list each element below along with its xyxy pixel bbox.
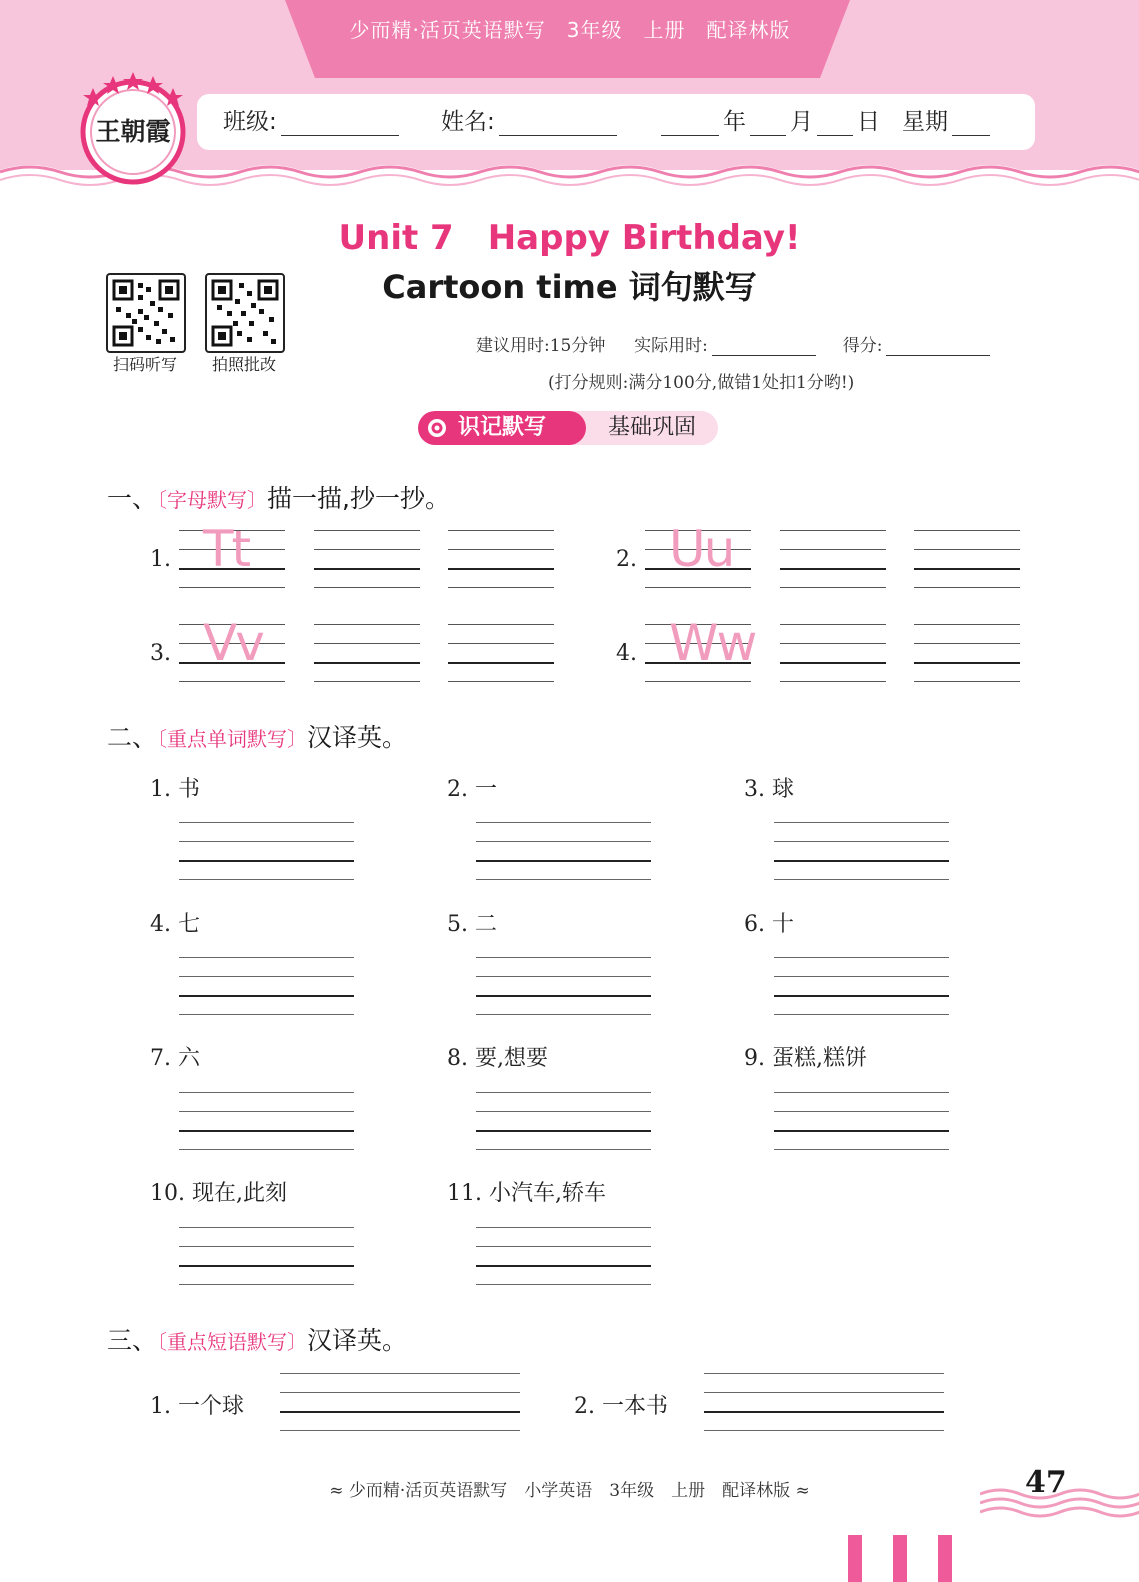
section1-tag: 〔字母默写〕 (157, 488, 268, 512)
word-item-6-prompt: 6. 十 (744, 912, 794, 937)
word-item-1-answer-lines[interactable] (179, 822, 354, 882)
unit-title: Unit 7 Happy Birthday! (338, 218, 801, 258)
badge-left (418, 411, 586, 445)
letter-item-3-trace: Vv (203, 614, 263, 672)
letter-item-1-copy-1[interactable] (314, 530, 420, 588)
footer-series: ≈ 少而精·活页英语默写 小学英语 3年级 上册 配译林版 ≈ (329, 1481, 810, 1501)
phrase-item-2-answer-lines[interactable] (704, 1373, 944, 1433)
edge-tab-2 (893, 1535, 907, 1582)
series-text: 少而精·活页英语默写 3年级 上册 配译林版 (349, 18, 791, 42)
section3-tag: 〔重点短语默写〕 (157, 1330, 308, 1354)
photo-qr-icon[interactable] (205, 273, 285, 353)
series-banner (290, 0, 850, 82)
letter-item-2-trace-lines[interactable] (645, 520, 751, 588)
name-field (441, 94, 621, 150)
section2-heading (107, 718, 407, 754)
date-field (657, 94, 994, 150)
letter-item-3-trace-lines[interactable] (179, 614, 285, 682)
section1-instruction: 描一描,抄一抄。 (267, 484, 450, 513)
medal-icon (427, 418, 447, 438)
edge-tab-3 (938, 1535, 952, 1582)
day-label: 日 (857, 109, 880, 135)
class-blank[interactable] (281, 109, 399, 136)
weekday-blank[interactable] (952, 109, 990, 136)
word-item-2-prompt: 2. 一 (447, 777, 497, 802)
letter-item-4-copy-2[interactable] (914, 624, 1020, 682)
badge-right: 基础巩固 (568, 411, 718, 445)
word-item-5-answer-lines[interactable] (476, 957, 651, 1017)
listen-qr-icon[interactable] (106, 273, 186, 353)
word-item-8-answer-lines[interactable] (476, 1092, 651, 1152)
year-label: 年 (723, 109, 746, 135)
word-item-11-prompt: 11. 小汽车,轿车 (447, 1181, 606, 1206)
day-blank[interactable] (817, 109, 853, 136)
word-item-4-answer-lines[interactable] (179, 957, 354, 1017)
letter-item-2-copy-2[interactable] (914, 530, 1020, 588)
name-blank[interactable] (499, 109, 617, 136)
section1-number: 一、 (107, 484, 158, 513)
section2-tag: 〔重点单词默写〕 (157, 727, 308, 751)
word-item-10-answer-lines[interactable] (179, 1227, 354, 1287)
word-item-4-prompt: 4. 七 (150, 912, 200, 937)
phrase-item-1-answer-lines[interactable] (280, 1373, 520, 1433)
letter-item-2-trace: Uu (669, 520, 734, 578)
name-label: 姓名: (441, 109, 495, 135)
letter-item-4-trace-lines[interactable] (645, 614, 756, 682)
class-label: 班级: (223, 109, 277, 135)
suggested-time: 建议用时:15分钟 (476, 336, 606, 356)
edge-tab-1 (848, 1535, 862, 1582)
phrase-item-2-prompt: 2. 一本书 (574, 1394, 668, 1419)
word-item-6-answer-lines[interactable] (774, 957, 949, 1017)
page-number: 47 (1025, 1465, 1067, 1500)
word-item-7-prompt: 7. 六 (150, 1046, 200, 1071)
letter-item-2-number: 2. (616, 547, 637, 572)
month-label: 月 (790, 109, 813, 135)
section2-instruction: 汉译英。 (307, 723, 408, 752)
letter-item-1-trace: Tt (203, 520, 250, 578)
section3-number: 三、 (107, 1326, 158, 1355)
letter-item-4-copy-1[interactable] (780, 624, 886, 682)
listen-qr-label: 扫码听写 (112, 355, 177, 374)
word-item-9-prompt: 9. 蛋糕,糕饼 (744, 1046, 867, 1071)
section3-instruction: 汉译英。 (307, 1326, 408, 1355)
timing-row (476, 331, 990, 356)
letter-item-2-copy-1[interactable] (780, 530, 886, 588)
lesson-subtitle: Cartoon time 词句默写 (382, 268, 757, 306)
letter-item-4-number: 4. (616, 641, 637, 666)
word-item-3-prompt: 3. 球 (744, 777, 794, 802)
letter-item-1-copy-2[interactable] (448, 530, 554, 588)
word-item-11-answer-lines[interactable] (476, 1227, 651, 1287)
letter-item-1-trace-lines[interactable] (179, 520, 285, 588)
word-item-5-prompt: 5. 二 (447, 912, 497, 937)
word-item-1-prompt: 1. 书 (150, 777, 200, 802)
word-item-7-answer-lines[interactable] (179, 1092, 354, 1152)
photo-qr-label: 拍照批改 (211, 355, 276, 374)
year-blank[interactable] (661, 109, 719, 136)
word-item-2-answer-lines[interactable] (476, 822, 651, 882)
letter-item-1-number: 1. (150, 547, 171, 572)
logo-text: 王朝霞 (95, 117, 171, 146)
letter-item-3-copy-2[interactable] (448, 624, 554, 682)
class-field (223, 94, 403, 150)
actual-time-blank[interactable] (712, 337, 816, 356)
phrase-item-1-prompt: 1. 一个球 (150, 1394, 244, 1419)
section3-heading (107, 1321, 407, 1357)
student-info-bar (197, 94, 1035, 150)
letter-item-3-copy-1[interactable] (314, 624, 420, 682)
letter-item-3-number: 3. (150, 641, 171, 666)
section2-number: 二、 (107, 723, 158, 752)
weekday-label: 星期 (902, 109, 948, 135)
word-item-9-answer-lines[interactable] (774, 1092, 949, 1152)
score-label: 得分: (842, 336, 883, 356)
word-item-3-answer-lines[interactable] (774, 822, 949, 882)
badge-left-text: 识记默写 (458, 415, 547, 440)
section1-heading (107, 479, 450, 515)
scoring-rules: (打分规则:满分100分,做错1处扣1分哟!) (548, 373, 855, 393)
word-item-8-prompt: 8. 要,想要 (447, 1046, 548, 1071)
letter-item-4-trace: Ww (669, 614, 756, 672)
month-blank[interactable] (750, 109, 786, 136)
score-blank[interactable] (886, 337, 990, 356)
word-item-10-prompt: 10. 现在,此刻 (150, 1181, 287, 1206)
actual-time-label: 实际用时: (634, 336, 708, 356)
